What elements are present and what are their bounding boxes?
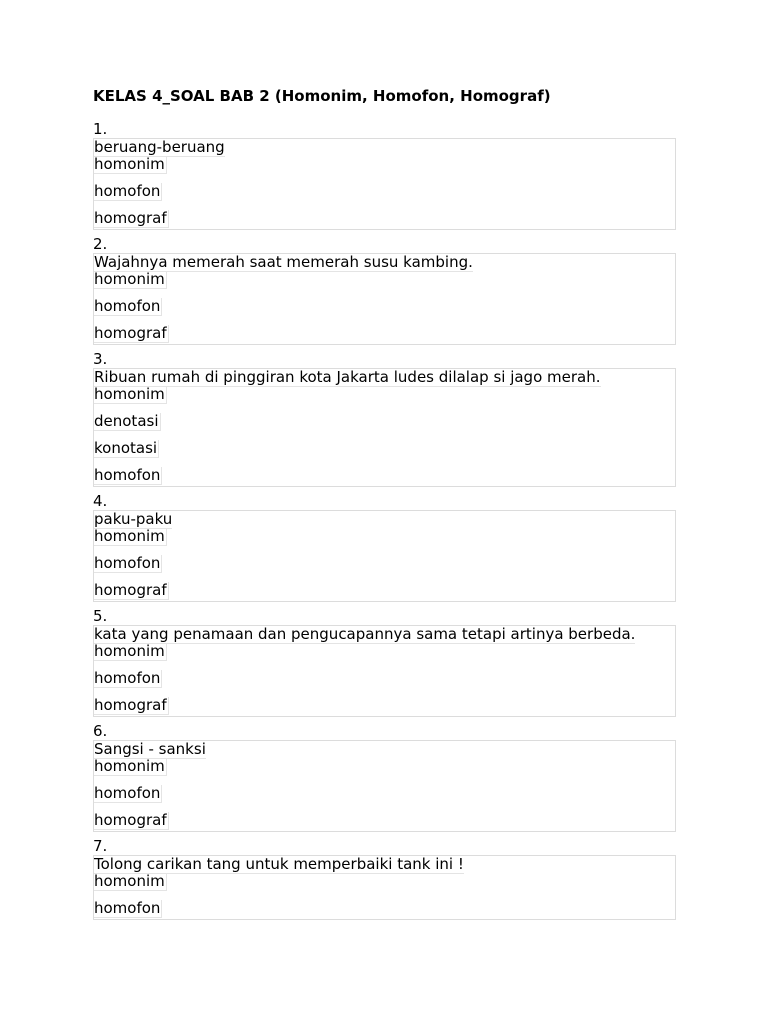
- answer-option[interactable]: [94, 643, 675, 660]
- question-text-row: [94, 369, 675, 386]
- answer-option-label[interactable]: konotasi: [94, 439, 158, 457]
- answer-option-label[interactable]: homonim: [94, 527, 165, 545]
- answer-option-label[interactable]: homonim: [94, 155, 165, 173]
- question-list: [93, 121, 676, 920]
- answer-option[interactable]: [94, 900, 675, 917]
- answer-option-label[interactable]: homograf: [94, 811, 167, 829]
- question-7: [93, 838, 676, 920]
- question-text: paku-paku: [94, 510, 173, 528]
- answer-option[interactable]: [94, 386, 675, 403]
- question-box: [93, 625, 676, 717]
- answer-option[interactable]: [94, 697, 675, 714]
- question-text-row: [94, 856, 675, 873]
- answer-option-label[interactable]: homofon: [94, 466, 161, 484]
- answer-option-label[interactable]: homonim: [94, 872, 165, 890]
- question-text: Sangsi - sanksi: [94, 740, 206, 758]
- answer-option-label[interactable]: homonim: [94, 757, 165, 775]
- answer-option[interactable]: [94, 156, 675, 173]
- answer-option[interactable]: [94, 785, 675, 802]
- question-text: kata yang penamaan dan pengucapannya sama tetapi artinya berbeda.: [94, 625, 636, 643]
- question-box: [93, 510, 676, 602]
- question-1: [93, 121, 676, 230]
- answer-option[interactable]: [94, 210, 675, 227]
- question-box: [93, 740, 676, 832]
- question-3: [93, 351, 676, 487]
- question-text: Wajahnya memerah saat memerah susu kambing.: [94, 253, 473, 271]
- answer-option[interactable]: [94, 812, 675, 829]
- question-number: 7.: [93, 837, 108, 855]
- answer-option[interactable]: [94, 528, 675, 545]
- answer-option-label[interactable]: homonim: [94, 270, 165, 288]
- question-box: [93, 253, 676, 345]
- question-text-row: [94, 741, 675, 758]
- answer-option[interactable]: [94, 758, 675, 775]
- question-5: [93, 608, 676, 717]
- question-text: Tolong carikan tang untuk memperbaiki tank ini !: [94, 855, 464, 873]
- question-box: [93, 855, 676, 920]
- answer-option[interactable]: [94, 298, 675, 315]
- answer-option[interactable]: [94, 582, 675, 599]
- answer-option-label[interactable]: homofon: [94, 669, 161, 687]
- answer-option[interactable]: [94, 413, 675, 430]
- question-box: [93, 368, 676, 487]
- answer-option-label[interactable]: homonim: [94, 385, 165, 403]
- answer-option[interactable]: [94, 670, 675, 687]
- answer-option[interactable]: [94, 440, 675, 457]
- question-text-row: [94, 626, 675, 643]
- question-number: 6.: [93, 722, 108, 740]
- question-number: 4.: [93, 492, 108, 510]
- answer-option[interactable]: [94, 271, 675, 288]
- question-number: 5.: [93, 607, 108, 625]
- answer-option-label[interactable]: homofon: [94, 297, 161, 315]
- answer-option[interactable]: [94, 467, 675, 484]
- question-text-row: [94, 511, 675, 528]
- question-6: [93, 723, 676, 832]
- answer-option-label[interactable]: homograf: [94, 209, 167, 227]
- answer-option[interactable]: [94, 183, 675, 200]
- question-number: 1.: [93, 120, 108, 138]
- answer-option[interactable]: [94, 555, 675, 572]
- answer-option[interactable]: [94, 325, 675, 342]
- answer-option-label[interactable]: homofon: [94, 784, 161, 802]
- answer-option-label[interactable]: homograf: [94, 581, 167, 599]
- answer-option-label[interactable]: homograf: [94, 324, 167, 342]
- answer-option-label[interactable]: homograf: [94, 696, 167, 714]
- question-2: [93, 236, 676, 345]
- question-text-row: [94, 139, 675, 156]
- question-4: [93, 493, 676, 602]
- answer-option-label[interactable]: homofon: [94, 554, 161, 572]
- question-text: Ribuan rumah di pinggiran kota Jakarta ludes dilalap si jago merah.: [94, 368, 601, 386]
- answer-option-label[interactable]: denotasi: [94, 412, 159, 430]
- answer-option[interactable]: [94, 873, 675, 890]
- question-text-row: [94, 254, 675, 271]
- answer-option-label[interactable]: homofon: [94, 182, 161, 200]
- document-page: [93, 86, 676, 926]
- answer-option-label[interactable]: homofon: [94, 899, 161, 917]
- question-box: [93, 138, 676, 230]
- question-text: beruang-beruang: [94, 138, 225, 156]
- answer-option-label[interactable]: homonim: [94, 642, 165, 660]
- document-title: KELAS 4_SOAL BAB 2 (Homonim, Homofon, Homograf): [93, 87, 551, 105]
- question-number: 2.: [93, 235, 108, 253]
- question-number: 3.: [93, 350, 108, 368]
